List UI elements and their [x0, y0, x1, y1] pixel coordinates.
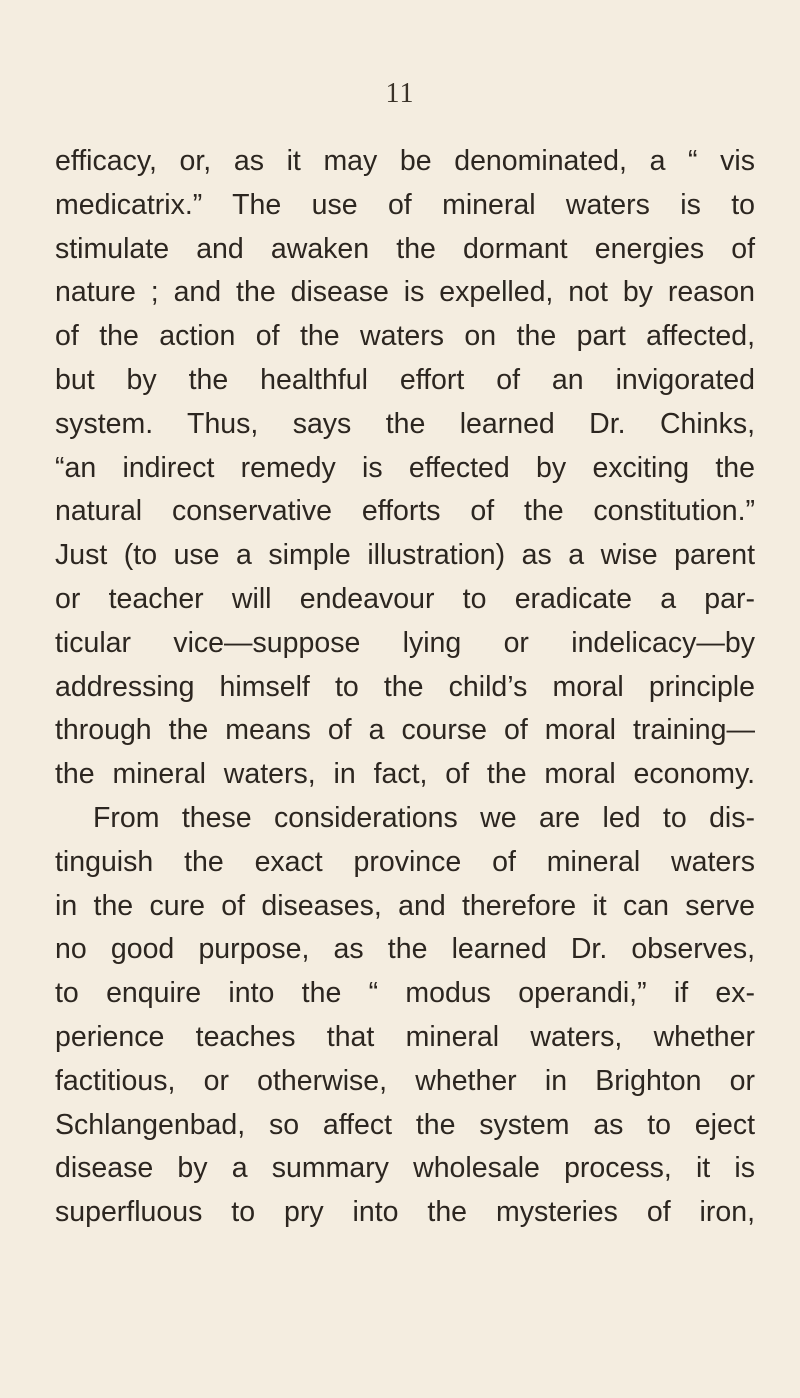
text-line: the mineral waters, in fact, of the moral economy. — [55, 758, 755, 791]
text-line: or teacher will endeavour to eradicate a par- — [55, 582, 755, 615]
text-line: ticular vice—suppose lying or indelicacy—by — [55, 626, 755, 659]
text-line: no good purpose, as the learned Dr. observes, — [55, 933, 755, 966]
text-line: efficacy, or, as it may be denominated, a “ vis — [55, 145, 755, 177]
body-text — [55, 140, 755, 1235]
page-number: 11 — [385, 78, 415, 109]
text-line: From these considerations we are led to dis- — [93, 801, 755, 834]
text-line: of the action of the waters on the part affected, — [55, 320, 755, 353]
text-line: in the cure of diseases, and therefore it can serve — [55, 889, 755, 922]
text-line: Just (to use a simple illustration) as a wise parent — [55, 539, 755, 572]
text-line: “an indirect remedy is effected by exciting the — [55, 451, 755, 484]
text-line: to enquire into the “ modus operandi,” if ex- — [55, 977, 755, 1010]
text-line: disease by a summary wholesale process, it is — [55, 1152, 755, 1185]
text-line: through the means of a course of moral training— — [55, 714, 755, 747]
text-line: factitious, or otherwise, whether in Brighton or — [55, 1064, 755, 1097]
text-line: nature ; and the disease is expelled, not by reason — [55, 276, 755, 309]
text-line: addressing himself to the child’s moral principle — [55, 670, 755, 703]
text-line: system. Thus, says the learned Dr. Chinks, — [55, 407, 755, 440]
text-line: Schlangenbad, so affect the system as to eject — [55, 1108, 755, 1141]
text-line: stimulate and awaken the dormant energies of — [55, 232, 755, 265]
text-line: but by the healthful effort of an invigorated — [55, 363, 755, 396]
text-line: natural conservative efforts of the constitution.” — [55, 495, 755, 528]
text-line: medicatrix.” The use of mineral waters is to — [55, 188, 755, 221]
text-line: superfluous to pry into the mysteries of iron, — [55, 1196, 755, 1229]
text-line: perience teaches that mineral waters, whether — [55, 1020, 755, 1053]
text-line: tinguish the exact province of mineral waters — [55, 845, 755, 878]
